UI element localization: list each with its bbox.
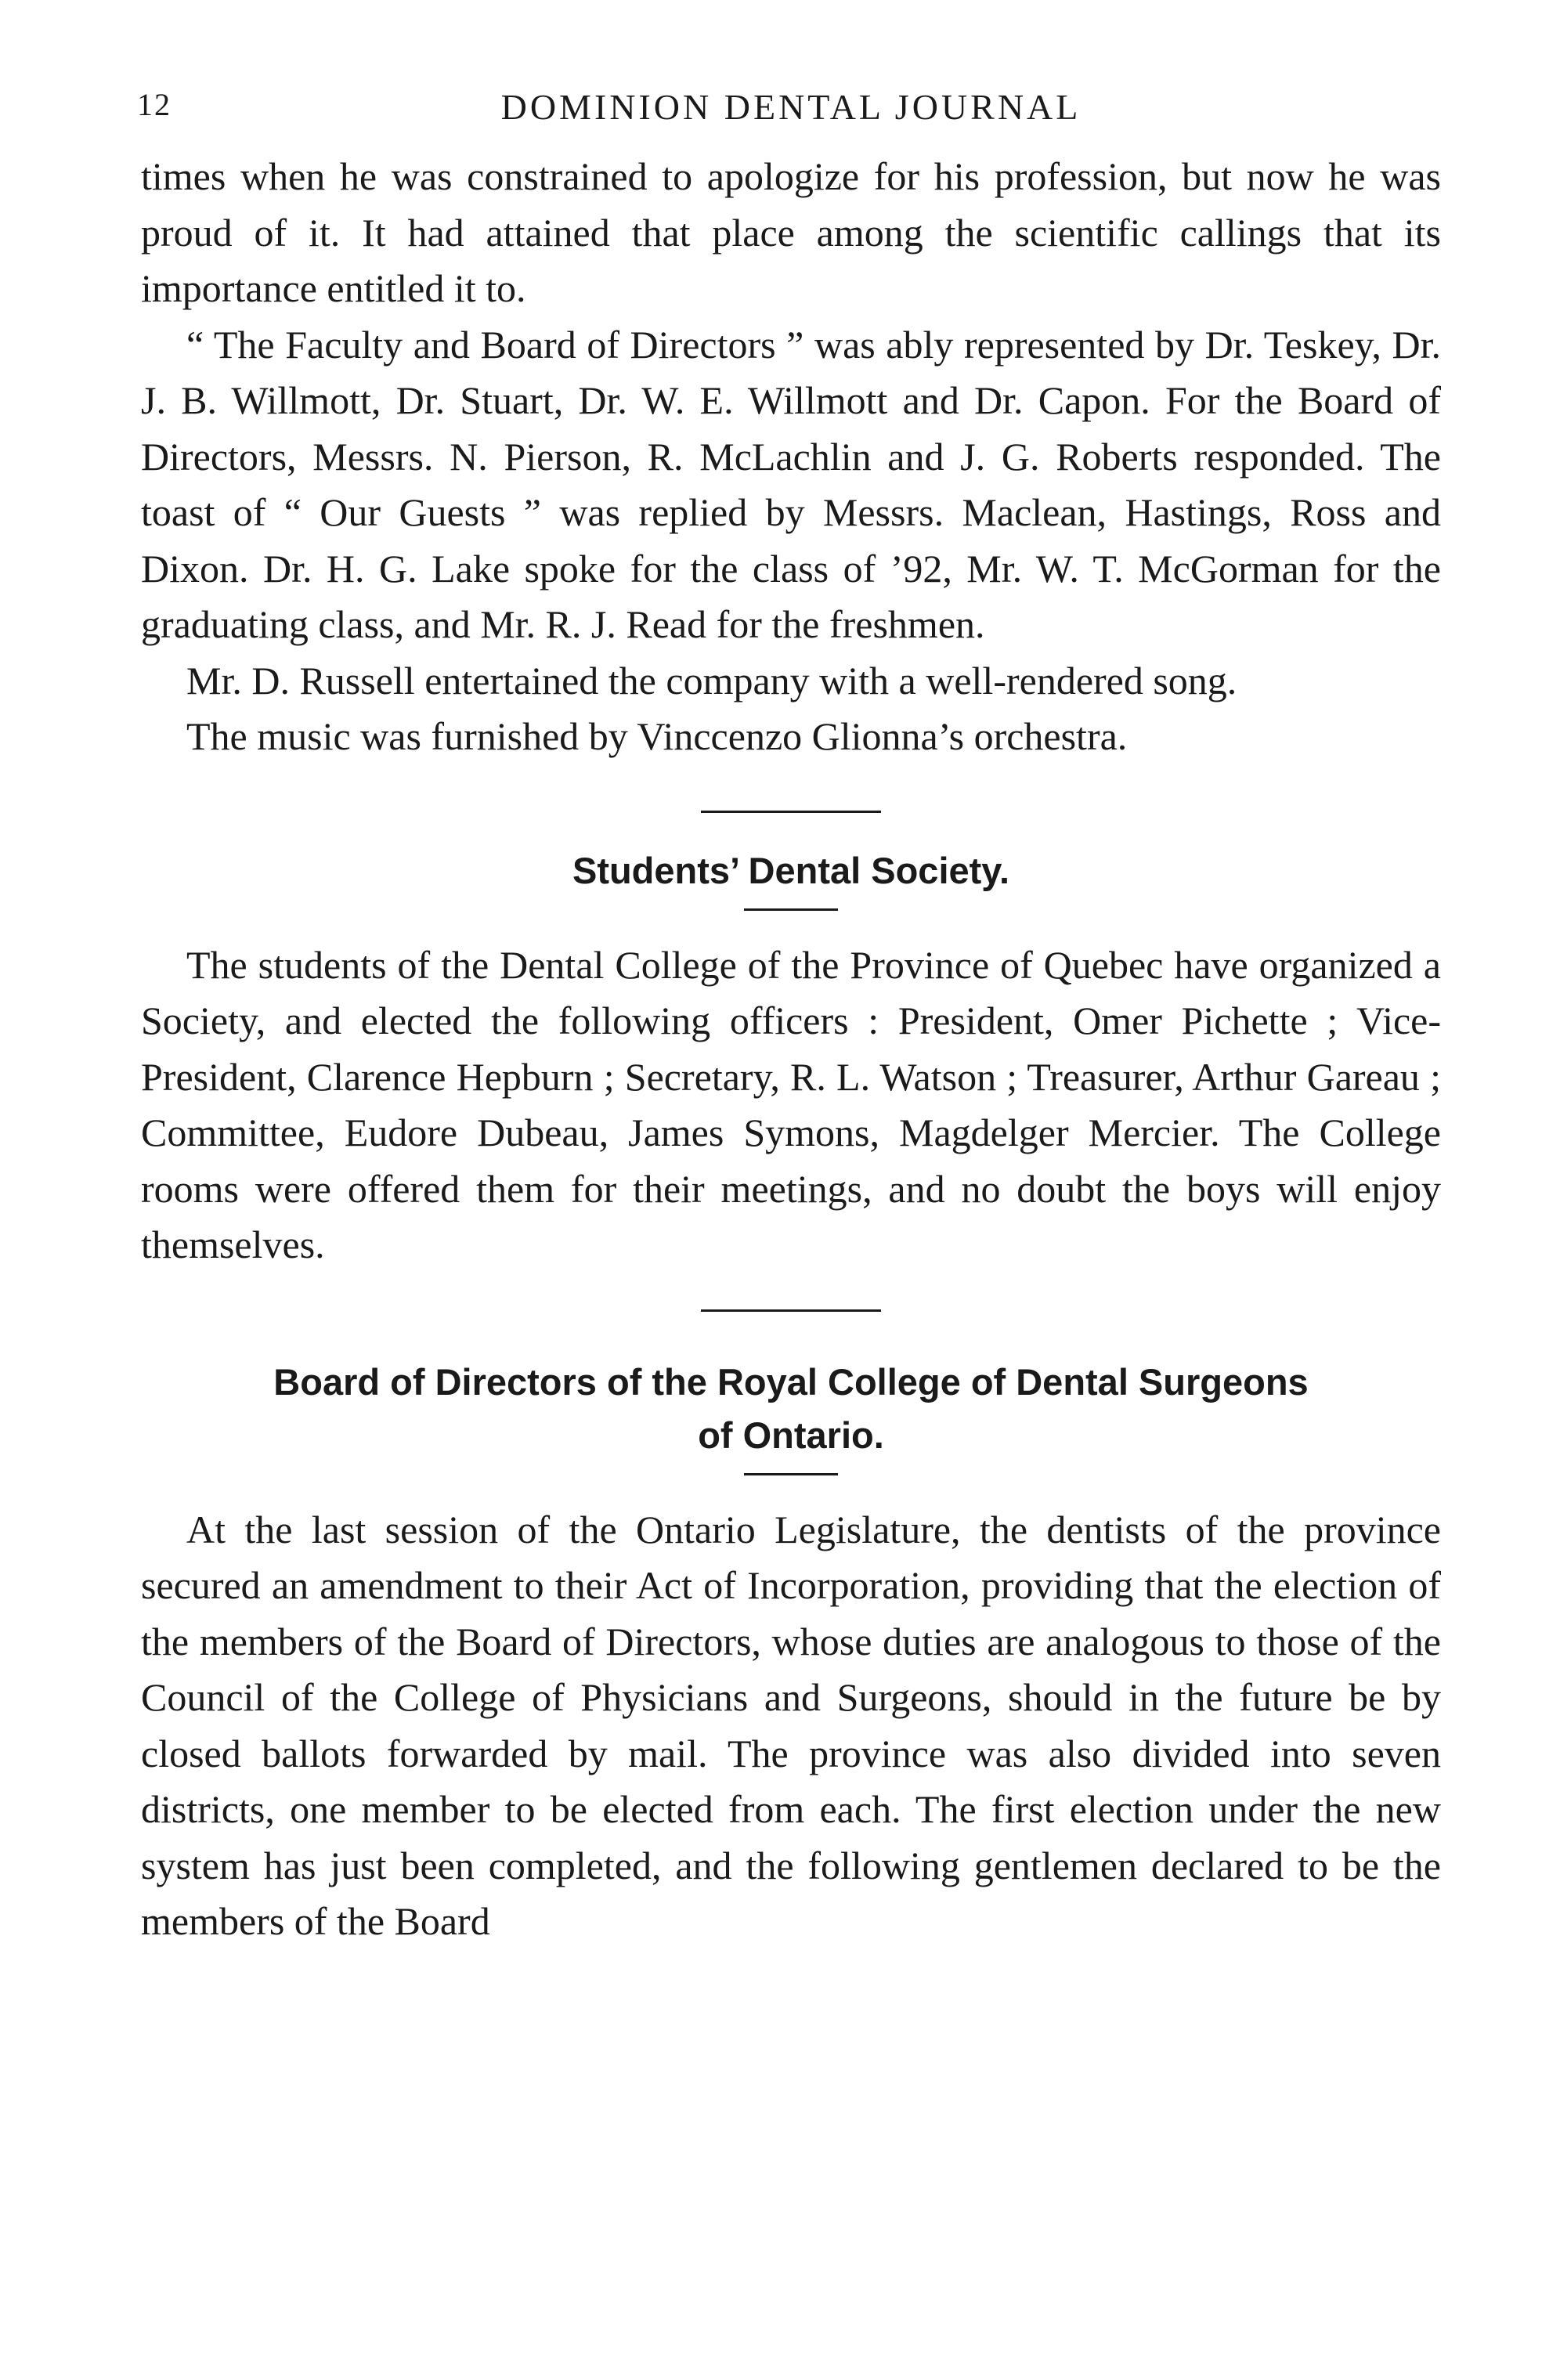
article-banquet-continued [141,149,1441,765]
students-society-heading: Students’ Dental Society. [572,849,1010,891]
heading-rule [744,908,838,911]
article-board-of-directors [141,1356,1441,1950]
section-divider [701,811,881,813]
section-divider [701,1309,881,1312]
journal-page [137,63,1441,1950]
board-heading-line-2: of Ontario. [698,1414,884,1456]
paragraph-song: Mr. D. Russell entertained the company with a well-rendered song. [186,658,1237,702]
board-body: At the last session of the Ontario Legislature, the dentists of the province secured an amendment to their Act of Incorporation, providing that the election of the members of the Board of Directors, whose duties are analogous to those of the Council of the College of Physicians and Surgeons, should in the future be by closed ballots forwarded by mail. The province was also divided into seven districts, one member to be elected from each. The first election under the new system has just been completed, and the following gentlemen declared to be the members of the Board [141,1507,1441,1943]
heading-rule [744,1473,838,1475]
paragraph-apology: times when he was constrained to apologize for his profession, but now he was proud of it. It had attained that place among the scientific callings that its importance entitled it to. [141,154,1441,310]
journal-title: DOMINION DENTAL JOURNAL [500,87,1082,127]
running-head [137,63,1441,149]
page-number: 12 [137,87,172,122]
board-heading-line-1: Board of Directors of the Royal College of Dental Surgeons [273,1360,1309,1403]
article-students-dental-society [141,844,1441,1273]
paragraph-music: The music was furnished by Vinccenzo Glionna’s orchestra. [186,714,1128,758]
students-society-body: The students of the Dental College of the Province of Quebec have organized a Society, and elected the following officers : President, Omer Pichette ; Vice-President, Clarence Hepburn ; Secretary, R. L. Watson ; Treasurer, Arthur Gareau ; Committee, Eudore Dubeau, James Symons, Magdelger Mercier. The College rooms were offered them for their meetings, and no doubt the boys will enjoy themselves. [141,942,1441,1266]
paragraph-toasts: “ The Faculty and Board of Directors ” was ably represented by Dr. Teskey, Dr. J. B. Willmott, Dr. Stuart, Dr. W. E. Willmott and Dr. Capon. For the Board of Directors, Messrs. N. Pierson, R. McLachlin and J. G. Roberts responded. The toast of “ Our Guests ” was replied by Messrs. Maclean, Hastings, Ross and Dixon. Dr. H. G. Lake spoke for the class of ’92, Mr. W. T. McGorman for the graduating class, and Mr. R. J. Read for the freshmen. [141,322,1441,646]
